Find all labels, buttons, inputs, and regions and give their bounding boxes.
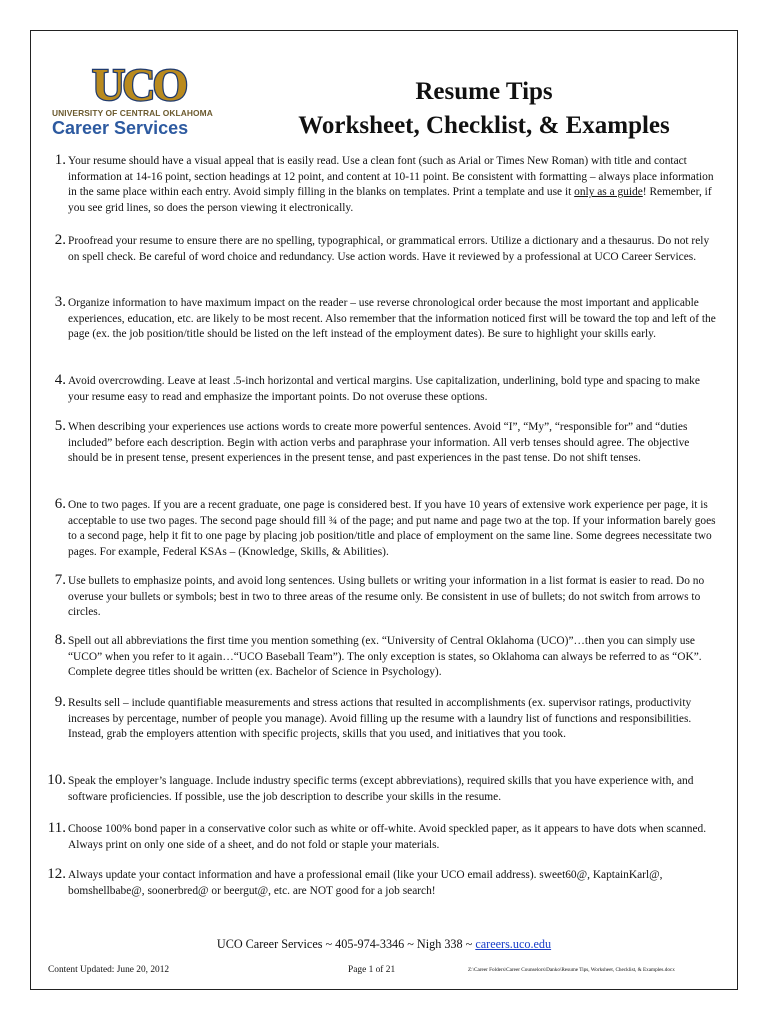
department-name: Career Services: [52, 118, 189, 138]
tip-number: 1.: [54, 152, 66, 168]
tip-text: Speak the employer’s language. Include industry specific terms (except abbreviations), required skills that you have experience with, and software proficiencies. If possible, use the job description to describe your skills in the resume.: [68, 775, 694, 803]
tip-text: When describing your experiences use actions words to create more powerful sentences. Avoid “I”, “My”, “responsible for” and “duties included” before each description. Begin with action verbs and paraphrase your information. All verb tenses should agree. The objective should be in present tense, present experiences in the present tense, and past experiences in the past tense. Do not shift tenses.: [68, 421, 690, 465]
tip-number: 9.: [54, 694, 66, 710]
tip-number: 8.: [54, 632, 66, 648]
underlined-phrase: only as a guide: [574, 186, 643, 199]
svg-text:UCO: UCO: [92, 59, 186, 108]
contact-text: UCO Career Services ~ 405-974-3346 ~ Nigh 338 ~: [216, 937, 476, 951]
tip-text: Choose 100% bond paper in a conservative color such as white or off-white. Avoid speckled paper, as it appears to have dots when scanned. Always print on only one side of a sheet, and do not fold or staple your materials.: [68, 823, 707, 851]
tip-text: Proofread your resume to ensure there are no spelling, typographical, or grammatical errors. Utilize a dictionary and a thesaurus. Do not rely on spell check. Be careful of word choice and redundancy. Use action words. Have it reviewed by a professional at UCO Career Services.: [68, 235, 710, 263]
tip-number: 6.: [54, 496, 66, 512]
careers-website-link[interactable]: careers.uco.edu: [475, 937, 552, 951]
uco-career-services-logo: [52, 52, 213, 142]
tip-text: Your resume should have a visual appeal that is easily read. Use a clean font (such as Arial or Times New Roman) with title and contact information at 14-16 point, section headings at 12 point, and content at 10-11 point. Be consistent with formatting – always place information in the same place within each entry. Avoid simply filling in the blanks on templates. Print a template and use it only as a guide! Remember, if you see grid lines, so does the person viewing it electronically.: [68, 155, 714, 214]
tip-number: 4.: [54, 372, 66, 388]
tip-text: One to two pages. If you are a recent graduate, one page is considered best. If you have 10 years of extensive work experience per page, it is acceptable to use two pages. The second page should fill ¾ of the page; and put name and page two at the top. If your information barely goes to a second page, help it fit to one page by placing job position/title and place of employment on the same line. Some degrees necessitate two pages. For example, Federal KSAs – (Knowledge, Skills, & Abilities).: [68, 499, 716, 558]
tip-number: 7.: [54, 572, 66, 588]
footer-contact-line: [30, 937, 738, 952]
tip-text: Spell out all abbreviations the first time you mention something (ex. “University of Central Oklahoma (UCO)”…then you can simply use “UCO” when you refer to it again…“UCO Baseball Team”). The only exception is states, so Oklahoma can always be referred to as “OK”. Complete degree titles should be written (ex. Bachelor of Science in Psychology).: [68, 635, 702, 679]
uco-logo-icon: [52, 52, 202, 108]
title-line-2: Worksheet, Checklist, & Examples: [298, 112, 670, 139]
title-line-1: Resume Tips: [415, 78, 553, 105]
tip-text: Use bullets to emphasize points, and avoid long sentences. Using bullets or writing your information in a list format is easier to read. Do no overuse your bullets or symbols; best in two to three areas of the resume only. Be consistent in use of bullets; do not switch from arrows to circles.: [68, 575, 705, 619]
tip-number: 11.: [47, 820, 66, 836]
tip-number: 12.: [47, 866, 66, 882]
document-title: [254, 76, 714, 142]
tip-number: 5.: [54, 418, 66, 434]
tip-number: 10.: [47, 772, 66, 788]
tip-text: Organize information to have maximum impact on the reader – use reverse chronological order because the most important and applicable experiences, education, etc. are likely to be most recent. Also remember that the information noticed first will be toward the top and left of the page (ex. the job position/title should be listed on the left instead of the employment dates). Be sure to highlight your skills early.: [68, 297, 716, 341]
tip-text: Avoid overcrowding. Leave at least .5-inch horizontal and vertical margins. Use capitalization, underlining, bold type and spacing to make your resume easy to read and emphasize the important points. Do not overuse these options.: [68, 375, 700, 403]
file-path: Z:\Career Folders\Career Counselors\Danko\Resume Tips, Worksheet, Checklist, & Examples.docx: [468, 967, 675, 973]
page-number: Page 1 of 21: [348, 965, 396, 975]
tip-text: Always update your contact information and have a professional email (like your UCO email address). sweet60@, KaptainKarl@, bomshellbabe@, soonerbred@ or beergut@, etc. are NOT good for a job search!: [68, 869, 663, 897]
university-name: UNIVERSITY OF CENTRAL OKLAHOMA: [52, 108, 213, 118]
tip-number: 2.: [54, 232, 66, 248]
tip-number: 3.: [54, 294, 66, 310]
tip-text: Results sell – include quantifiable measurements and stress actions that resulted in accomplishments (ex. supervisor ratings, productivity increases by percentage, number of people you manage). Avoid filling up the resume with a laundry list of functions and responsibilities. Instead, grab the employers attention with specific projects, skills that you used, and initiatives that you took.: [68, 697, 692, 741]
content-updated-date: Content Updated: June 20, 2012: [48, 965, 170, 975]
